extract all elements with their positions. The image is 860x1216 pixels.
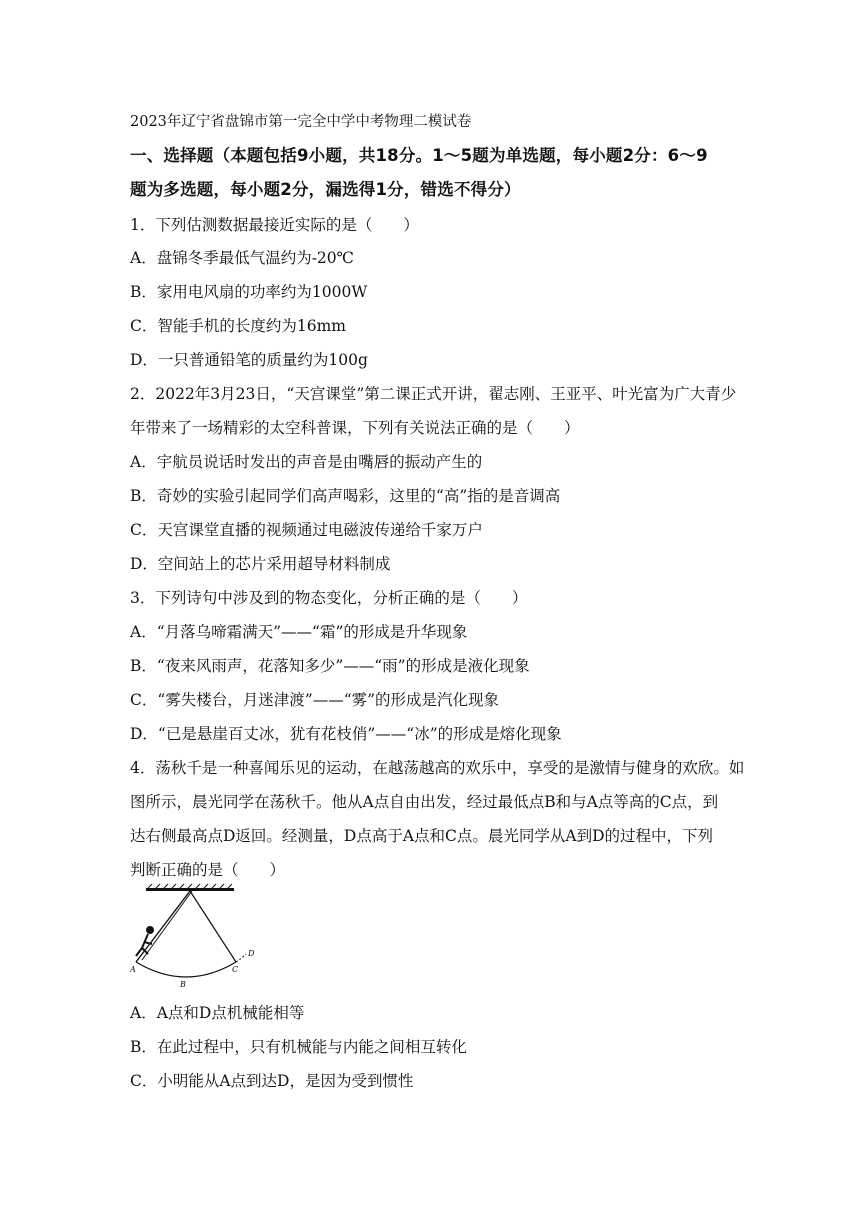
q4-stem-line4: 判断正确的是（ ） [130, 861, 286, 879]
rope-left-inner [142, 891, 192, 960]
q1-option-b: B．家用电风扇的功率约为1000W [130, 283, 368, 301]
q3-option-c: C．“雾失楼台，月迷津渡”——“雾”的形成是汽化现象 [130, 691, 500, 709]
q2-option-d: D．空间站上的芯片采用超导材料制成 [130, 555, 391, 573]
exam-title: 2023年辽宁省盘锦市第一完全中学中考物理二模试卷 [130, 114, 472, 130]
q2-option-a: A．宇航员说话时发出的声音是由嘴唇的振动产生的 [130, 453, 483, 471]
label-d: D [248, 949, 255, 958]
arc-extension [236, 954, 246, 962]
ceiling-bar [146, 888, 234, 891]
section-heading-line1: 一、选择题（本题包括9小题，共18分。1～5题为单选题，每小题2分：6～9 [130, 146, 708, 165]
q1-option-d: D．一只普通铅笔的质量约为100g [130, 351, 368, 369]
q1-option-a: A．盘锦冬季最低气温约为-20℃ [130, 249, 354, 267]
q3-option-b: B．“夜来风雨声，花落知多少”——“雨”的形成是液化现象 [130, 657, 530, 675]
label-c: C [232, 965, 239, 974]
q2-stem-line1: 2．2022年3月23日，“天宫课堂”第二课正式开讲，翟志刚、王亚平、叶光富为广大青少 [130, 385, 737, 403]
ceiling-hatching [148, 884, 232, 888]
q4-option-b: B．在此过程中，只有机械能与内能之间相互转化 [130, 1038, 467, 1056]
swing-figure [128, 884, 268, 994]
q2-option-b: B．奇妙的实验引起同学们高声喝彩，这里的“高”指的是音调高 [130, 487, 561, 505]
q2-stem-line2: 年带来了一场精彩的太空科普课，下列有关说法正确的是（ ） [130, 419, 580, 437]
rope-right [190, 891, 236, 962]
q3-stem: 3．下列诗句中涉及到的物态变化，分析正确的是（ ） [130, 589, 528, 607]
label-b: B [180, 980, 186, 989]
q4-stem-line2: 图所示，晨光同学在荡秋千。他从A点自由出发，经过最低点B和与A点等高的C点，到 [130, 793, 719, 811]
q4-stem-line1: 4．荡秋千是一种喜闻乐见的运动，在越荡越高的欢乐中，享受的是激情与健身的欢欣。如 [130, 759, 745, 777]
q4-stem-line3: 达右侧最高点D返回。经测量，D点高于A点和C点。晨光同学从A到D的过程中，下列 [130, 827, 714, 845]
q1-stem: 1．下列估测数据最接近实际的是（ ） [130, 216, 419, 234]
q2-option-c: C．天宫课堂直播的视频通过电磁波传递给千家万户 [130, 521, 483, 539]
swing-arc [136, 962, 239, 977]
q4-option-c: C．小明能从A点到达D，是因为受到惯性 [130, 1072, 414, 1090]
q3-option-a: A．“月落乌啼霜满天”——“霜”的形成是升华现象 [130, 623, 468, 641]
q3-option-d: D．“已是悬崖百丈冰，犹有花枝俏”——“冰”的形成是熔化现象 [130, 725, 562, 743]
child-head [146, 926, 154, 934]
q4-option-a: A．A点和D点机械能相等 [130, 1004, 305, 1022]
section-heading-line2: 题为多选题，每小题2分，漏选得1分，错选不得分） [130, 180, 521, 199]
q1-option-c: C．智能手机的长度约为16mm [130, 317, 346, 335]
label-a: A [130, 965, 136, 974]
